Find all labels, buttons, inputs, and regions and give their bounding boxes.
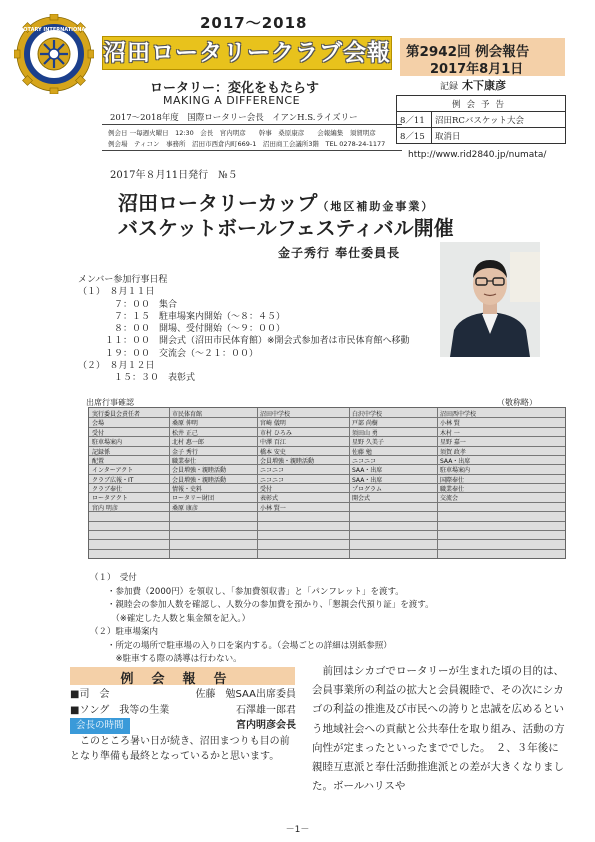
- theme-english: MAKING A DIFFERENCE: [163, 94, 301, 107]
- program-list: [78, 274, 410, 385]
- recorder-name: 木下康彦: [462, 79, 507, 92]
- duty-row-line: [89, 474, 565, 475]
- duty-cell: 松井 正己: [172, 429, 198, 437]
- duty-cell: 須田山 勇: [352, 429, 378, 437]
- duty-cell: 職業奉仕: [172, 457, 197, 465]
- duty-row-line: [89, 530, 565, 531]
- duty-row-line: [89, 446, 565, 447]
- president-time-badge: 会長の時間: [70, 718, 130, 734]
- duty-cell: 受付: [260, 486, 273, 493]
- duty-cell: SAA・出席: [440, 457, 471, 465]
- duty-cell: 沼田中学校: [260, 411, 291, 418]
- report-number: 第2942回 例会報告: [406, 44, 530, 60]
- program-line: （２） ８月１２日: [78, 361, 155, 372]
- program-line: メンバー参加行事日程: [78, 275, 168, 285]
- duty-cell: 会員増強・親睦活動: [172, 476, 227, 484]
- duty-row-line: [89, 436, 565, 437]
- duty-cell: 星野 久美子: [352, 439, 384, 447]
- club-banner: [102, 36, 392, 70]
- schedule-table: [396, 95, 566, 144]
- meeting-row: [70, 703, 296, 719]
- duty-cell: 沼田西中学校: [440, 411, 477, 418]
- duty-cell: 市民体育館: [172, 411, 203, 418]
- duty-col-line: [257, 408, 258, 558]
- duty-row-line: [89, 427, 565, 428]
- meeting-left-column: [70, 687, 296, 765]
- duty-cell: ロータリー財団: [172, 495, 215, 503]
- duty-cell: 佐藤 勉: [352, 448, 372, 456]
- duty-row-line: [89, 417, 565, 418]
- row-label: ■司 会: [70, 689, 110, 700]
- program-line: １１：００ 開会式（沼田市民体育館）※開会式参加者は市民体育館へ移動: [78, 336, 410, 347]
- duty-col-line: [349, 408, 350, 558]
- row-value: 石澤雄一郎君: [236, 704, 296, 716]
- duty-cell: 交流会: [440, 495, 459, 503]
- duty-cell: 小林 賢: [440, 420, 460, 428]
- table-row: [397, 128, 566, 144]
- duty-table: [88, 407, 566, 559]
- duty-row-line: [89, 511, 565, 512]
- title-subtext: （地区補助金事業）: [317, 200, 435, 213]
- note-line: ※駐車する際の誘導は行わない。: [90, 654, 242, 664]
- duty-cell: 市村 ひろみ: [260, 429, 292, 437]
- note-line: ・親睦会の参加人数を確認し、人数分の参加費を預かり、「懇親会代預り証」を渡す。: [90, 600, 434, 610]
- schedule-event: 沼田RCバスケット大会: [432, 112, 566, 128]
- president-name: 宮内明彦会長: [236, 720, 296, 731]
- duty-row-line: [89, 521, 565, 522]
- duty-cell: ニコニコ: [352, 457, 377, 465]
- duty-row-line: [89, 539, 565, 540]
- duty-cell: 国際奉仕: [440, 476, 465, 484]
- divider: [102, 124, 402, 125]
- duty-cell: 受付: [92, 429, 105, 437]
- speaker-photo: [440, 242, 540, 357]
- note-line: （１） 受付: [90, 573, 137, 583]
- program-line: １５：３０ 表彰式: [78, 373, 196, 384]
- duty-cell: 配置: [92, 457, 105, 465]
- duty-note: （敬称略）: [497, 398, 537, 407]
- duty-cell: ニコニコ: [260, 467, 285, 475]
- recorder: [440, 77, 506, 93]
- duty-cell: 須賀 政孝: [440, 448, 466, 456]
- program-line: １９：００ 交流会（～２１：００）: [78, 348, 259, 359]
- meeting-info-line: 例会日 一毎週火曜日 12:30 会長 宮内明彦 幹事 桑原康彦 会報編集 須賀明彦: [108, 129, 376, 137]
- byline: 金子秀行 奉仕委員長: [278, 246, 401, 260]
- duty-col-line: [169, 408, 170, 558]
- duty-cell: 会員増強・親睦活動: [260, 457, 315, 465]
- table-row: [397, 112, 566, 128]
- duty-cell: 白沢中学校: [352, 411, 383, 418]
- schedule-event: 取消日: [432, 128, 566, 144]
- row-label: ■ソング 我等の生業: [70, 704, 170, 716]
- duty-cell: 桑原 伸明: [172, 420, 198, 428]
- duty-cell: 北村 惠一郎: [172, 439, 204, 447]
- duty-row-line: [89, 455, 565, 456]
- club-name: 沼田ロータリークラブ会報: [103, 40, 391, 66]
- schedule-date: 8／11: [397, 112, 432, 128]
- duty-cell: 宮崎 儀明: [260, 420, 286, 428]
- year-president-line: 2017～2018年度 国際ロータリー会長 イアンH.S.ライズリー: [110, 113, 358, 123]
- duty-cell: 職業奉仕: [440, 486, 465, 493]
- duty-row-line: [89, 483, 565, 484]
- duty-cell: 戸部 尚樹: [352, 420, 378, 428]
- meeting-row: [70, 718, 296, 734]
- duty-cell: 宮内 明彦: [92, 504, 118, 512]
- meeting-heading: 例会報告: [120, 672, 245, 687]
- duty-cell: 駐車場案内: [440, 467, 471, 475]
- note-line: （２）駐車場案内: [90, 627, 159, 637]
- duty-cell: 桑原 康彦: [172, 504, 198, 512]
- duty-title: 出席行事確認: [86, 398, 134, 407]
- duty-cell: 実行委員会責任者: [92, 411, 141, 418]
- program-line: （１） ８月１１日: [78, 287, 155, 298]
- duty-cell: 駐車場案内: [92, 439, 123, 447]
- duty-row-line: [89, 549, 565, 550]
- duty-cell: 記録係: [92, 448, 111, 456]
- duty-cell: 小林 賢一: [260, 504, 286, 512]
- office-info-line: 例会場 ティコン 事務所 沼田市西倉内町669-1 沼田商工会議所3階 TEL 0278-24-1177: [108, 140, 386, 148]
- duty-cell: 木村 一: [440, 429, 460, 437]
- duty-cell: SAA・出席: [352, 467, 383, 475]
- notes-list: [90, 572, 434, 667]
- recorder-label: 記録: [440, 82, 459, 92]
- duty-cell: 会員増強・親睦活動: [172, 467, 227, 475]
- report-date: 2017年8月1日: [430, 62, 524, 77]
- note-line: （※確定した人数と集金額を記入。）: [90, 613, 251, 624]
- title-text: 沼田ロータリーカップ: [118, 191, 318, 215]
- program-line: ８：００ 開場、受付開始（～９：００）: [78, 324, 286, 335]
- duty-cell: 金子 秀行: [172, 448, 198, 456]
- row-value: 佐藤 勉SAA出席委員: [195, 689, 296, 700]
- divider: [102, 150, 402, 151]
- duty-cell: 星野 嘉一: [440, 439, 466, 447]
- issue-line: 2017年８月11日発行 №５: [110, 170, 238, 181]
- duty-cell: ロータアクト: [92, 495, 128, 503]
- duty-cell: SAA・出席: [352, 476, 383, 484]
- program-line: ７：１５ 駐車場案内開始（～８：４５）: [78, 311, 286, 322]
- schedule-header: 例会予告: [397, 96, 566, 112]
- duty-cell: クラブ奉仕: [92, 486, 123, 493]
- duty-cell: 情報・史料: [172, 486, 203, 493]
- theme-japanese: ロータリー：変化をもたらす: [150, 81, 320, 96]
- duty-col-line: [437, 408, 438, 558]
- program-line: ７：００ 集合: [78, 299, 178, 310]
- website-link[interactable]: http://www.rid2840.jp/numata/: [408, 150, 547, 160]
- article-title-line-2: バスケットボールフェスティバル開催: [118, 216, 454, 240]
- duty-cell: 中澤 百江: [260, 439, 286, 447]
- duty-row-line: [89, 502, 565, 503]
- duty-cell: プログラム: [352, 486, 382, 493]
- note-line: ・参加費（2000円）を領収し、「参加費領収書」と「パンフレット」を渡す。: [90, 586, 404, 597]
- duty-cell: インターアクト: [92, 467, 134, 475]
- note-line: ・所定の場所で駐車場の入り口を案内する。（会場ごとの詳細は別紙参照）: [90, 640, 392, 651]
- duty-row-line: [89, 464, 565, 465]
- meeting-row: [70, 687, 296, 703]
- duty-cell: 表彰式: [260, 495, 279, 503]
- rotary-logo-icon: [14, 14, 94, 94]
- president-paragraph: このところ暑い日が続き、沼田まつりも目の前となり準備も最終となっているかと思います。: [70, 735, 290, 762]
- duty-cell: ニコニコ: [260, 476, 285, 484]
- duty-cell: クラブ広報・IT: [92, 476, 134, 484]
- logo-text: ROTARY INTERNATIONAL: [19, 27, 89, 33]
- duty-cell: 開会式: [352, 495, 371, 503]
- schedule-date: 8／15: [397, 128, 432, 144]
- article-paragraph: 前回はシカゴでロータリーが生まれた頃の目的は、会員事業所の利益の拡大と会員親睦で、その次にシカゴの利益の推進及び市民への誇りと忠誠を広めるという地域社会への貢献と公共奉仕を取り組み、活動の方向性が定まったといったまででした。 ２、３年後に親睦互恵派と奉仕活動推進派との差が大きくなりました。ボールハリスや: [312, 665, 565, 793]
- page-number: －1－: [285, 825, 310, 835]
- duty-row-line: [89, 492, 565, 493]
- duty-cell: 橋本 安史: [260, 448, 286, 456]
- year-range: 2017～2018: [200, 14, 308, 32]
- duty-cell: 会場: [92, 420, 105, 428]
